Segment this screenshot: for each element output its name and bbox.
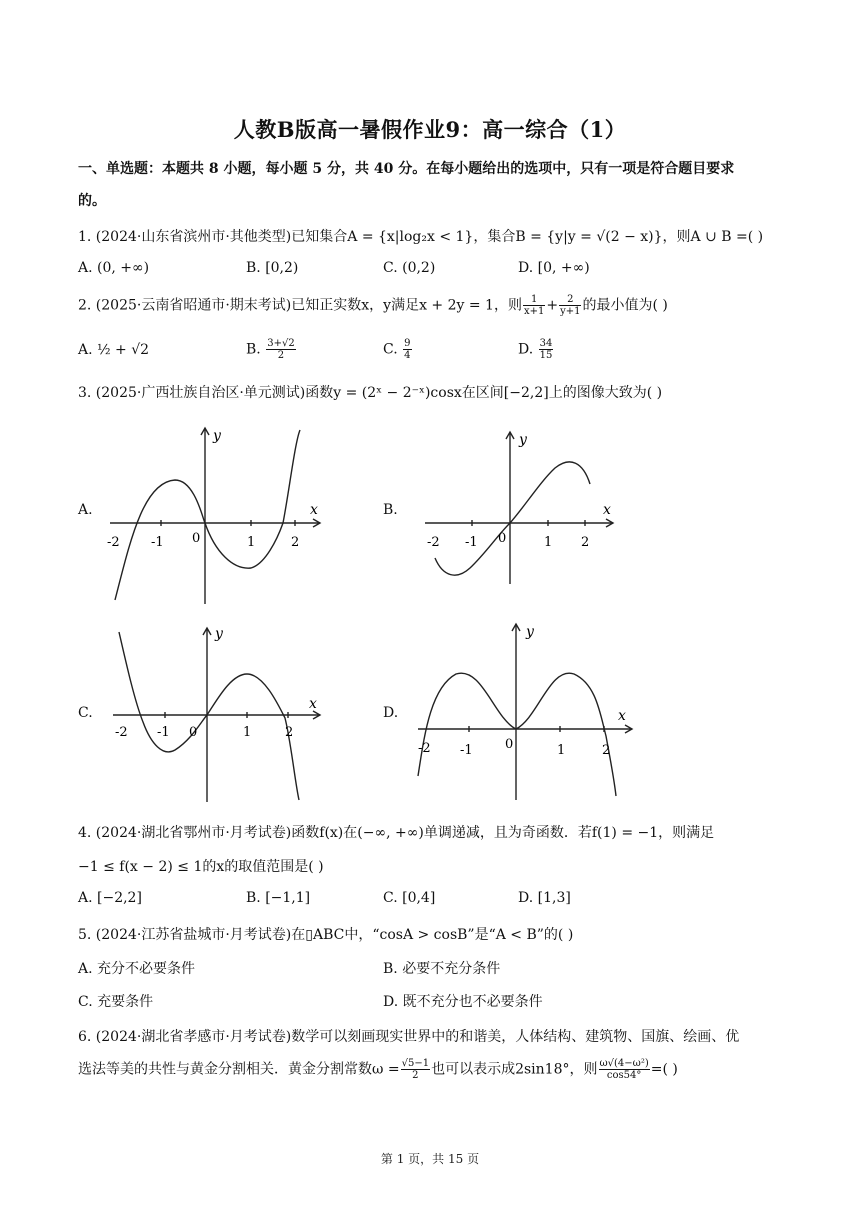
q2-option-c: C. $\frac{9}{4}$ [383, 338, 411, 361]
graph-b-x-label: x [603, 502, 611, 518]
q2-option-d: D. $\frac{34}{15}$ [518, 338, 553, 361]
q1-option-b: B. [0,2) [246, 260, 299, 276]
section-heading-line1: 一、单选题：本题共 8 小题，每小题 5 分，共 40 分。在每小题给出的选项中，只有一项是符合题目要求 [78, 161, 735, 177]
question-4-line2: −1 ≤ f(x − 2) ≤ 1的x的取值范围是( ) [78, 859, 324, 875]
graph-a [105, 422, 330, 607]
graph-c-tick-p2: 2 [285, 725, 294, 740]
graph-c-origin: 0 [189, 725, 198, 740]
question-1: 1. (2024·山东省滨州市·其他类型)已知集合A = {x|log₂x < 1}，集合B = {y|y = √(2 − x)}，则A ∪ B =( ) [78, 229, 764, 245]
graph-a-tick-p1: 1 [247, 535, 256, 550]
q4-option-d: D. [1,3] [518, 890, 571, 906]
q2-frac1: $\frac{1}{x+1}$ [523, 294, 545, 317]
q3-label-d: D. [383, 705, 399, 721]
graph-b-tick-m1: -1 [465, 535, 478, 550]
graph-c-x-label: x [309, 696, 317, 712]
q5-option-b: B. 必要不充分条件 [383, 961, 501, 977]
question-3: 3. (2025·广西壮族自治区·单元测试)函数y = (2ˣ − 2⁻ˣ)cosx在区间[−2,2]上的图像大致为( ) [78, 385, 663, 401]
q4-option-b: B. [−1,1] [246, 890, 311, 906]
graph-b-tick-p1: 1 [544, 535, 553, 550]
q3-label-b: B. [383, 502, 398, 518]
graph-a-tick-p2: 2 [291, 535, 300, 550]
graph-c-tick-m1: -1 [157, 725, 170, 740]
page-footer: 第 1 页，共 15 页 [380, 1152, 480, 1166]
q6-golden-frac: $\frac{√5-1}{2}$ [401, 1058, 430, 1081]
graph-d-x-label: x [618, 708, 626, 724]
page-title: 人教B版高一暑假作业9：高一综合（1） [233, 117, 627, 142]
graph-b [415, 422, 625, 592]
q3-label-c: C. [78, 705, 93, 721]
q5-option-c: C. 充要条件 [78, 994, 154, 1010]
graph-b-y-label: y [519, 432, 527, 448]
question-6-line2 [78, 1058, 678, 1081]
graph-b-origin: 0 [498, 531, 507, 546]
graph-a-y-label: y [213, 428, 221, 444]
section-heading-line2: 的。 [78, 193, 106, 209]
question-2 [78, 294, 668, 317]
graph-d [410, 618, 635, 803]
q5-option-a: A. 充分不必要条件 [78, 961, 196, 977]
q5-option-d: D. 既不充分也不必要条件 [383, 994, 543, 1010]
q6-mid: 也可以表示成2sin18°，则 [431, 1061, 598, 1078]
q2-plus: + [546, 297, 559, 314]
question-4-line1: 4. (2024·湖北省鄂州市·月考试卷)函数f(x)在(−∞, +∞)单调递减，且为奇函数．若f(1) = −1，则满足 [78, 825, 715, 841]
q2-option-b: B. $\frac{3+√2}{2}$ [246, 338, 295, 361]
q1-option-c: C. (0,2) [383, 260, 436, 276]
graph-d-tick-p2: 2 [602, 743, 611, 758]
graph-d-y-label: y [526, 624, 534, 640]
question-6-line1: 6. (2024·湖北省孝感市·月考试卷)数学可以刻画现实世界中的和谐美，人体结构、建筑物、国旗、绘画、优 [78, 1029, 740, 1045]
q6-suffix: =( ) [650, 1061, 678, 1078]
q6-prefix: 选法等美的共性与黄金分割相关．黄金分割常数ω = [78, 1061, 400, 1078]
graph-d-tick-p1: 1 [557, 743, 566, 758]
graph-d-origin: 0 [505, 737, 514, 752]
q1-option-d: D. [0, +∞) [518, 260, 590, 276]
graph-a-origin: 0 [192, 531, 201, 546]
graph-c-tick-m2: -2 [115, 725, 128, 740]
graph-d-tick-m2: -2 [418, 741, 431, 756]
q2-frac2: $\frac{2}{y+1}$ [560, 294, 581, 317]
graph-b-tick-m2: -2 [427, 535, 440, 550]
graph-c [105, 622, 330, 807]
q2-prefix: 2. (2025·云南省昭通市·期末考试)已知正实数x，y满足x + 2y = 1，则 [78, 297, 522, 314]
question-5: 5. (2024·江苏省盐城市·月考试卷)在▯ABC中，“cosA > cosB”是“A < B”的( ) [78, 927, 574, 943]
graph-a-tick-m1: -1 [151, 535, 164, 550]
graph-a-tick-m2: -2 [107, 535, 120, 550]
graph-d-tick-m1: -1 [460, 743, 473, 758]
q1-option-a: A. (0, +∞) [78, 260, 150, 276]
q6-expr-frac: $\frac{\text{ω√(4−ω²)}}{\cos 54^\circ}$ [599, 1058, 649, 1081]
graph-c-y-label: y [215, 626, 223, 642]
graph-a-x-label: x [310, 502, 318, 518]
q2-option-a: A. ½ + √2 [78, 342, 150, 358]
q2-suffix: 的最小值为( ) [582, 297, 668, 314]
graph-b-tick-p2: 2 [581, 535, 590, 550]
q4-option-c: C. [0,4] [383, 890, 436, 906]
q4-option-a: A. [−2,2] [78, 890, 142, 906]
graph-c-tick-p1: 1 [243, 725, 252, 740]
q3-label-a: A. [78, 502, 93, 518]
